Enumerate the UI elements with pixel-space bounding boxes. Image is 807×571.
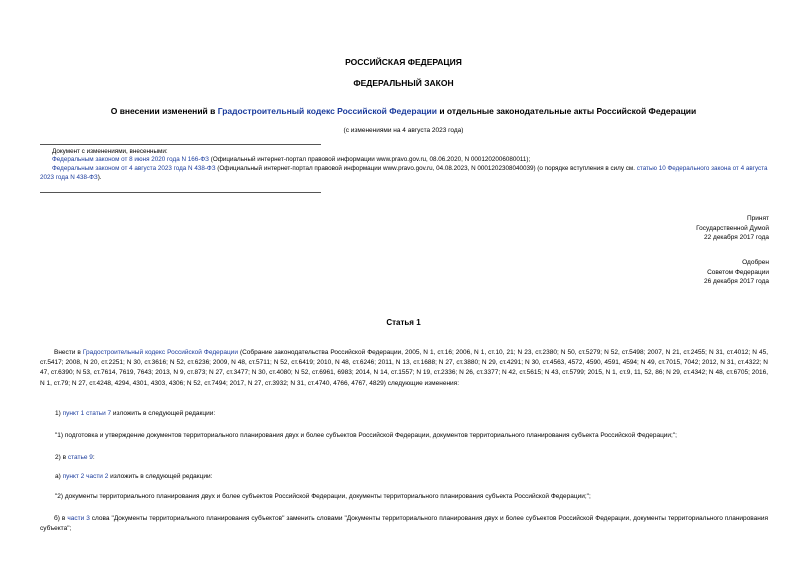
changes-item-2-end: ). bbox=[97, 173, 102, 181]
link-punkt-1-stati-7[interactable]: пункт 1 статьи 7 bbox=[62, 410, 112, 417]
amendment-item-2-text: : bbox=[92, 454, 95, 461]
amendment-item-2a-text: изложить в следующей редакции: bbox=[108, 473, 213, 480]
amendment-item-1-text: изложить в следующей редакции: bbox=[111, 410, 216, 417]
duma-date: 22 декабря 2017 года bbox=[703, 234, 769, 241]
quote-1: "1) подготовка и утверждение документов территориального планирования двух и более субъектов Российской Федерации, документов территориального планирования субъекта Российской Федерации;"; bbox=[55, 432, 677, 439]
changes-item-2 bbox=[40, 165, 770, 182]
article-intro-before: Внести в bbox=[54, 349, 83, 356]
amendment-item-2a-prefix: а) bbox=[55, 473, 63, 480]
amendment-item-2 bbox=[55, 454, 95, 461]
quote-2: "2) документы территориального планирования двух и более субъектов Российской Федерации, документы территориального планирования субъекта Российской Федерации;"; bbox=[55, 493, 591, 500]
changes-link-438fz[interactable]: Федеральным законом от 4 августа 2023 года N 438-ФЗ bbox=[52, 165, 216, 172]
council-approval-block bbox=[704, 258, 769, 287]
article-heading: Статья 1 bbox=[386, 318, 421, 327]
approved-label: Одобрен bbox=[742, 259, 769, 266]
link-chasti-3[interactable]: части 3 bbox=[67, 515, 90, 522]
article-intro-paragraph bbox=[40, 348, 768, 389]
amendment-item-2-prefix: 2) в bbox=[55, 454, 68, 461]
amendment-item-2b-text: слова "Документы территориального планирования субъектов" заменить словами "Документы территориального планирования двух и более субъектов Российской Федерации, документы территориального планирования субъекта"; bbox=[40, 515, 768, 533]
council-label: Советом Федерации bbox=[707, 268, 769, 276]
accepted-label: Принят bbox=[746, 215, 769, 222]
article-intro-after: (Собрание законодательства Российской Федерации, 2005, N 1, ст.16; 2006, N 1, ст.10, 21; N 23, ст.2380; N 50, ст.5279; N 52, ст.5498; 2007, N 21, ст.2455; N 31, ст.4012; N 45, ст.5417; 2008, N 20, ст.2251; N 30, ст.3616; N 52, ст.6236; 2009, N 48, ст.5711; N 52, ст.6419; 2010, N 48, ст.6246; 2011, N 13, ст.1688; N 27, ст.3880; N 29, ст.4291; N 30, ст.4563, 4572, 4590, 4591, 4594; N 49, ст.7015, 7042; 2012, N 31, ст.4322; N 47, ст.6390; N 53, ст.7614, 7619, 7643; 2013, N 9, ст.873; N 27, ст.3477; N 30, ст.4080; N 52, ст.6961, 6983; 2014, N 14, ст.1557; N 19, ст.2336; N 26, ст.3377; N 42, ст.5615; N 43, ст.5799; 2015, N 1, ст.9, 11, 52, 86; N 29, ст.4342; N 48, ст.6705; 2016, N 1, ст.79; N 27, ст.4248, 4294, 4301, 4303, 4306; N 52, ст.7494; 2017, N 27, ст.3932; N 31, ст.4740, 4766, 4767, 4829) следующие изменения: bbox=[40, 349, 769, 387]
law-type-heading: ФЕДЕРАЛЬНЫЙ ЗАКОН bbox=[353, 78, 454, 88]
changes-item-1 bbox=[52, 156, 530, 165]
duma-label: Государственной Думой bbox=[696, 224, 769, 232]
changes-intro: Документ с изменениями, внесенными: bbox=[52, 148, 168, 155]
title-text-before: О внесении изменений в bbox=[110, 106, 218, 116]
changes-item-1-text: (Официальный интернет-портал правовой информации www.pravo.gov.ru, 08.06.2020, N 0001202006080011); bbox=[208, 156, 531, 163]
changes-item-2-text: (Официальный интернет-портал правовой информации www.pravo.gov.ru, 04.08.2023, N 0001202308040039) (о порядке вступления в силу см. bbox=[215, 165, 637, 172]
article-link-grad-code[interactable]: Градостроительный кодекс Российской Федерации bbox=[82, 349, 238, 356]
document-title bbox=[0, 106, 807, 116]
council-date: 26 декабря 2017 года bbox=[703, 278, 769, 285]
amendment-item-2a bbox=[55, 473, 212, 480]
title-link-grad-code[interactable]: Градостроительный кодекс Российской Федерации bbox=[217, 106, 437, 116]
link-punkt-2-chasti-2[interactable]: пункт 2 части 2 bbox=[62, 473, 109, 480]
changes-link-article-10[interactable]: статью 10 Федерального закона от 4 августа 2023 года N 438-ФЗ bbox=[40, 165, 768, 181]
title-text-after: и отдельные законодательные акты Российской Федерации bbox=[436, 106, 697, 116]
document-subtitle: (с изменениями на 4 августа 2023 года) bbox=[343, 127, 464, 134]
duma-adoption-block bbox=[696, 214, 769, 243]
link-statya-9[interactable]: статье 9 bbox=[67, 454, 93, 461]
country-heading: РОССИЙСКАЯ ФЕДЕРАЦИЯ bbox=[345, 57, 462, 67]
changes-link-166fz[interactable]: Федеральным законом от 8 июня 2020 года N 166-ФЗ bbox=[52, 156, 209, 163]
amendment-item-2b-prefix: б) в bbox=[54, 515, 68, 522]
amendment-item-1 bbox=[55, 410, 215, 417]
amendment-item-1-prefix: 1) bbox=[55, 410, 63, 417]
changes-bottom-divider bbox=[40, 192, 321, 193]
amendment-item-2b bbox=[40, 514, 768, 534]
changes-top-divider bbox=[40, 144, 321, 145]
